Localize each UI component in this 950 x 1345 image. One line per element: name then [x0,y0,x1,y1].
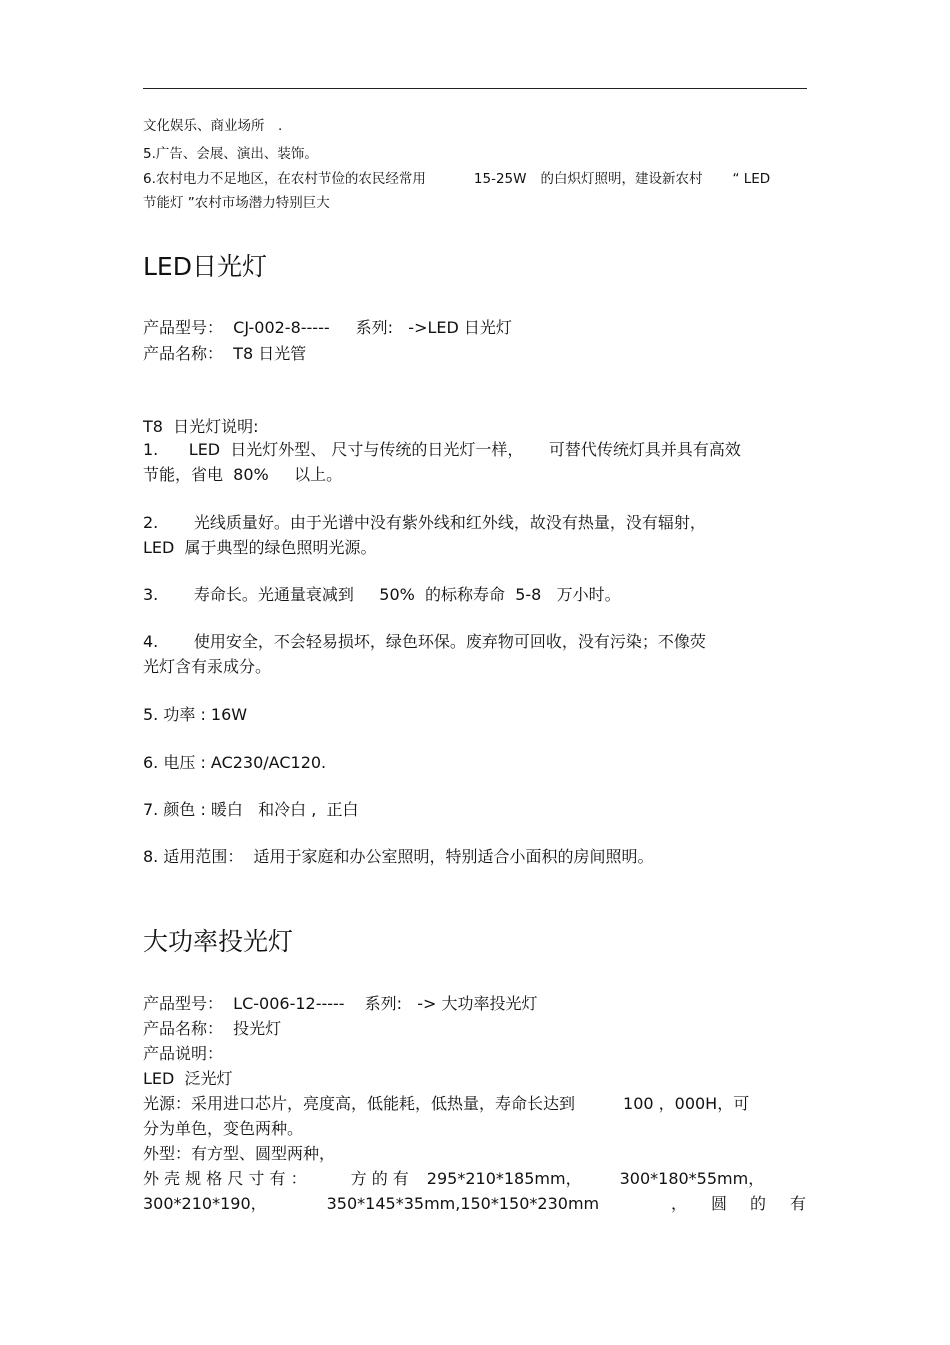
section1-name: 产品名称： T8 日光管 [143,344,307,363]
section2-desc: 产品说明： [143,1044,224,1063]
section2-source-line [143,1096,749,1112]
intro-line-3-a: 6.农村电力不足地区，在农村节俭的农民经常用 [143,171,426,187]
section2-series: 系列: -> 大功率投光灯 [364,994,538,1013]
section1-item-3: 3. 寿命长。光通量衰减到 50% 的标称寿命 5-8 万小时。 [143,585,621,604]
section1-item-7: 7. 颜色 : 暖白 和冷白 , 正白 [143,800,359,819]
section1-item-2a: 2. 光线质量好。由于光谱中没有紫外线和红外线，故没有热量，没有辐射， [143,513,706,532]
section2-spec-line-2 [143,1196,807,1212]
section2-shape: 外型：有方型、圆型两种， [143,1144,336,1163]
section2-spec-e: 300*210*190， [143,1194,267,1213]
section1-model-line [143,320,512,336]
section2-spec-line-1 [143,1171,764,1187]
section1-item-6: 6. 电压 : AC230/AC120. [143,753,327,772]
section1-item-5: 5. 功率 : 16W [143,705,248,724]
section2-type: LED 泛光灯 [143,1069,233,1088]
section2-source-c: 分为单色，变色两种。 [143,1119,304,1138]
intro-line-3 [143,173,770,187]
section2-model-line [143,996,538,1012]
intro-line-4: 节能灯 ”农村市场潜力特别巨大 [143,195,330,211]
section2-heading: 大功率投光灯 [143,927,294,956]
section1-item-1a: 1. LED 日光灯外型、 尺寸与传统的日光灯一样， 可替代传统灯具并具有高效 [143,440,741,459]
section2-spec-h: 圆 [711,1194,728,1213]
section1-series: 系列: ->LED 日光灯 [355,318,512,337]
section1-heading: LED日光灯 [143,252,267,281]
section1-desc-title: T8 日光灯说明: [143,417,259,436]
section2-spec-i: 的 [750,1194,767,1213]
section2-source-b: 100 ，000H，可 [623,1094,750,1113]
intro-line-1: 文化娱乐、商业场所 . [143,118,283,134]
section2-spec-d: 300*180*55mm， [619,1169,765,1188]
section1-item-1b: 节能，省电 80% 以上。 [143,465,343,484]
intro-line-3-b: 15-25W [473,171,527,187]
section2-model: 产品型号： LC-006-12----- [143,994,345,1013]
section1-model: 产品型号： CJ-002-8----- [143,318,330,337]
section1-item-8: 8. 适用范围： 适用于家庭和办公室照明，特别适合小面积的房间照明。 [143,847,654,866]
section2-name: 产品名称： 投光灯 [143,1019,282,1038]
intro-line-2: 5.广告、会展、演出、装饰。 [143,146,318,162]
intro-line-3-c: 的白炽灯照明，建设新农村 [540,171,703,187]
section2-spec-f: 350*145*35mm,150*150*230mm [326,1194,600,1213]
section2-spec-c: 295*210*185mm， [426,1169,582,1188]
intro-line-3-d: “ LED [732,171,771,187]
section1-item-4b: 光灯含有汞成分。 [143,657,272,676]
section2-spec-j: 有 [790,1194,807,1213]
section2-spec-b: 方 的 有 [350,1169,409,1188]
section2-source-a: 光源：采用进口芯片，亮度高，低能耗，低热量，寿命长达到 [143,1094,576,1113]
section1-item-4a: 4. 使用安全，不会轻易损坏，绿色环保。废弃物可回收，没有污染；不像荧 [143,632,706,651]
section2-spec-g: ， [671,1194,688,1213]
section1-item-2b: LED 属于典型的绿色照明光源。 [143,538,377,557]
section2-spec-a: 外 壳 规 格 尺 寸 有 ： [143,1169,307,1188]
header-rule [143,88,807,89]
